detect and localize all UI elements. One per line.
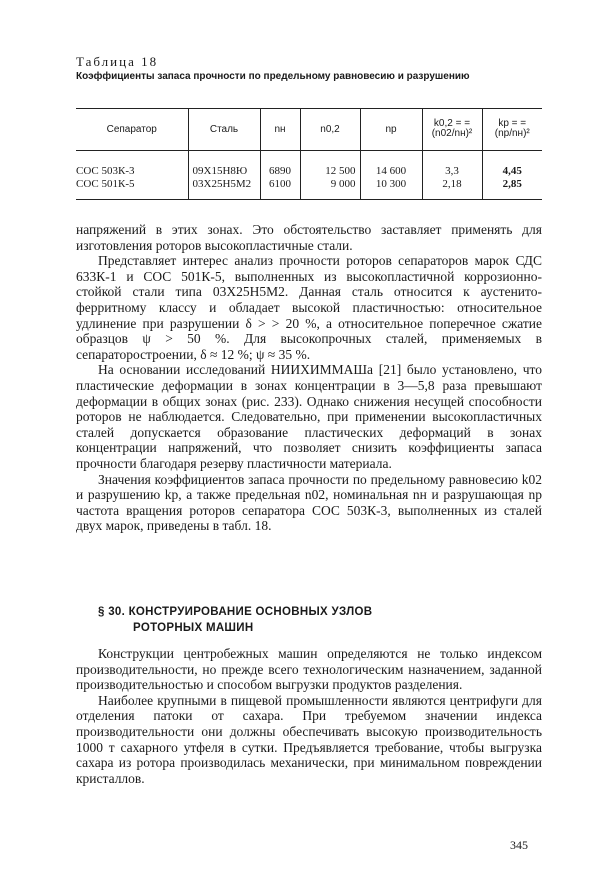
coefficients-table — [76, 108, 542, 200]
table-caption: Коэффициенты запаса прочности по предельному равновесию и разрушению — [76, 71, 470, 82]
header-k-02: k0,2 = = (n02/nн)² — [422, 108, 482, 151]
paragraph-2: Представляет интерес анализ прочности роторов сепараторов марок СДС 633К-1 и СОС 501К-5, выполненных из высокопластичной коррозионно-стойкой стали типа 03Х25Н5М2. Данная сталь относится к аустенито-ферритному классу и обладает высокой пластичностью: относительное удлинение при разрушении δ > > 20 %, а относительное поперечное сжатие образцов ψ > 50 %. Для высокопрочных сталей, применяемых в сепараторостроении, δ ≈ 12 %; ψ ≈ 35 %. — [76, 253, 542, 362]
header-separator: Сепаратор — [76, 108, 188, 151]
header-steel: Сталь — [188, 108, 260, 151]
header-n-p: nр — [360, 108, 422, 151]
page-number: 345 — [510, 838, 528, 852]
header-k-p: kр = = (nр/nн)² — [482, 108, 542, 151]
paragraph-4: Значения коэффициентов запаса прочности по предельному равновесию k02 и разрушению kр, а также предельная n02, номинальная nн и разрушающая nр частота вращения роторов сепаратора СОС 503К-3, выполненных из сталей двух марок, приведены в табл. 18. — [76, 471, 542, 534]
section-heading — [98, 604, 372, 636]
table-row — [76, 151, 542, 200]
paragraph-1: напряжений в этих зонах. Это обстоятельство заставляет применять для изготовления роторов высокопластичные стали. — [76, 222, 542, 253]
cell-separator: СОС 503К-3 СОС 501К-5 — [76, 165, 135, 190]
paragraph-3: На основании исследований НИИХИММАШа [21] было установлено, что пластические деформации в зонах концентрации в 3—5,8 раза превышают деформации в общих зонах (рис. 233). Однако снижения несущей способности роторов не наблюдается. Следовательно, при применении высокопластичных сталей допускается образование пластических деформаций в зонах концентрации напряжений, что позволяет снизить коэффициенты запаса прочности благодаря резерву пластичности материала. — [76, 362, 542, 471]
cell-n-02: 12 500 9 000 — [300, 151, 360, 200]
cell-n-p: 14 600 10 300 — [360, 151, 422, 200]
cell-k-02: 3,3 2,18 — [422, 151, 482, 200]
section-heading-line-2: РОТОРНЫХ МАШИН — [133, 622, 254, 634]
header-n-02: n0,2 — [300, 108, 360, 151]
body-text-lower — [76, 646, 542, 786]
cell-k-p: 4,45 2,85 — [482, 151, 542, 200]
cell-n-n: 6890 6100 — [260, 151, 300, 200]
table-label: Таблица 18 — [76, 54, 159, 69]
cell-steel: 09Х15Н8Ю 03Х25Н5М2 — [188, 151, 260, 200]
paragraph-6: Наиболее крупными в пищевой промышленности являются центрифуги для отделения патоки от сахара. При требуемом значении индекса производительности они должны обеспечивать высокую производительность 1000 т сахарного утфеля в сутки. Предъявляется требование, чтобы выгрузка сахара из ротора производилась механически, при минимальном повреждении кристаллов. — [76, 692, 542, 786]
paragraph-5: Конструкции центробежных машин определяются не только индексом производительности, но прежде всего технологическим назначением, заданной производительностью и способом выгрузки продуктов разделения. — [76, 646, 542, 693]
section-heading-line-1: § 30. КОНСТРУИРОВАНИЕ ОСНОВНЫХ УЗЛОВ — [98, 606, 373, 618]
body-text-upper — [76, 222, 542, 534]
header-n-n: nн — [260, 108, 300, 151]
table-header-row — [76, 108, 542, 151]
